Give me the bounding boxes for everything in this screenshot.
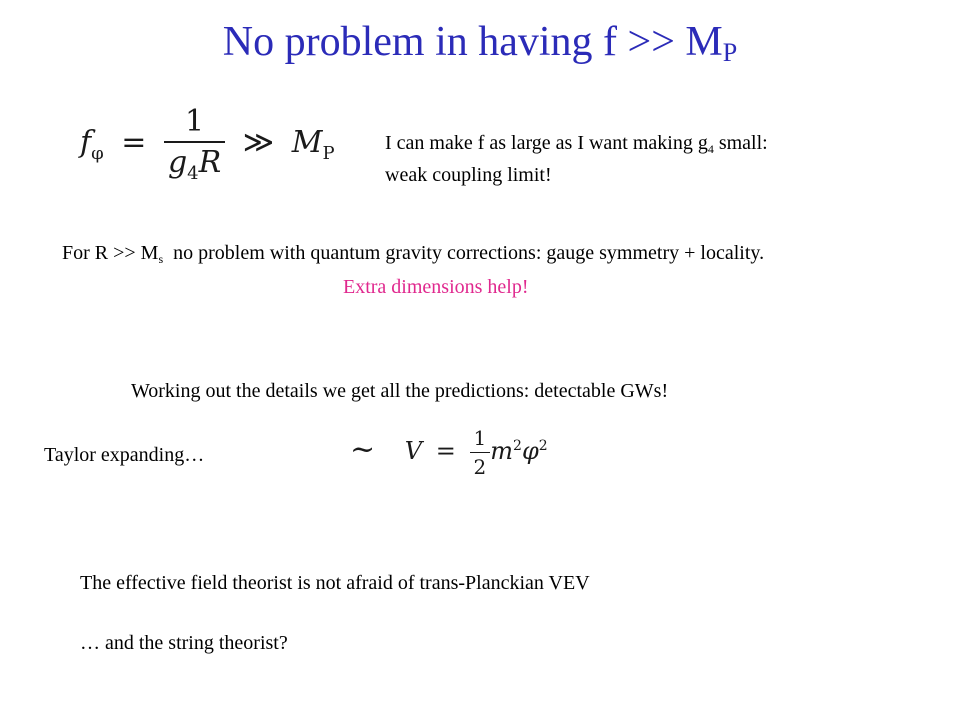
eq-f-fraction [164, 104, 225, 184]
extra-dimensions-note: Extra dimensions help! [343, 276, 529, 298]
gravity-statement [62, 240, 764, 272]
coupling-note-line2: weak coupling limit! [385, 164, 552, 186]
eq-f-den-r: R [198, 145, 222, 180]
eq-f-denominator [164, 141, 225, 184]
eq-f-den-g: g [167, 145, 188, 180]
eq-f-den-sub: 4 [187, 163, 199, 184]
gravity-pre: For R >> M [62, 242, 159, 264]
eq-v-fraction [470, 426, 491, 479]
title-text: No problem in having f >> M [222, 19, 723, 65]
equation-potential [350, 426, 548, 479]
page-title [0, 18, 960, 68]
eq-f-rhs-sub: P [322, 143, 335, 164]
coupling-note-line1 [385, 130, 768, 162]
eq-v-numerator: 1 [473, 426, 487, 450]
eq-v-m-exp: 2 [513, 438, 522, 454]
coupling-note-sub: 4 [707, 142, 714, 156]
equation-f-phi [80, 104, 335, 184]
gravity-sub: s [158, 252, 164, 266]
coupling-note-post: small: [713, 132, 768, 154]
string-theorist-question: … and the string theorist? [80, 632, 288, 654]
taylor-expanding-label: Taylor expanding… [44, 444, 205, 466]
coupling-note [385, 130, 768, 188]
eq-f-lhs-sub: φ [91, 143, 104, 164]
eq-f-rhs: M [291, 125, 323, 160]
eq-f-numerator: 1 [185, 104, 205, 139]
eq-f-equals: = [121, 125, 147, 160]
eq-f-relation: ≫ [242, 125, 275, 160]
title-subscript: P [722, 38, 738, 67]
eq-v-equals: = [435, 437, 456, 465]
eft-statement: The effective field theorist is not afraid of trans-Planckian VEV [80, 572, 590, 594]
coupling-note-text: I can make f as large as I want making g [385, 132, 708, 154]
eq-v-phi: φ [521, 437, 539, 465]
eq-v-phi-exp: 2 [538, 438, 548, 454]
eq-v-m: m [490, 437, 514, 465]
gravity-post: no problem with quantum gravity corrections: gauge symmetry + locality. [163, 242, 765, 264]
eq-v-denominator: 2 [470, 452, 491, 479]
predictions-statement: Working out the details we get all the predictions: detectable GWs! [131, 380, 669, 402]
eq-f-lhs: f [80, 125, 92, 160]
eq-v-tilde: ~ [350, 432, 376, 467]
eq-v-lhs: V [404, 437, 423, 465]
